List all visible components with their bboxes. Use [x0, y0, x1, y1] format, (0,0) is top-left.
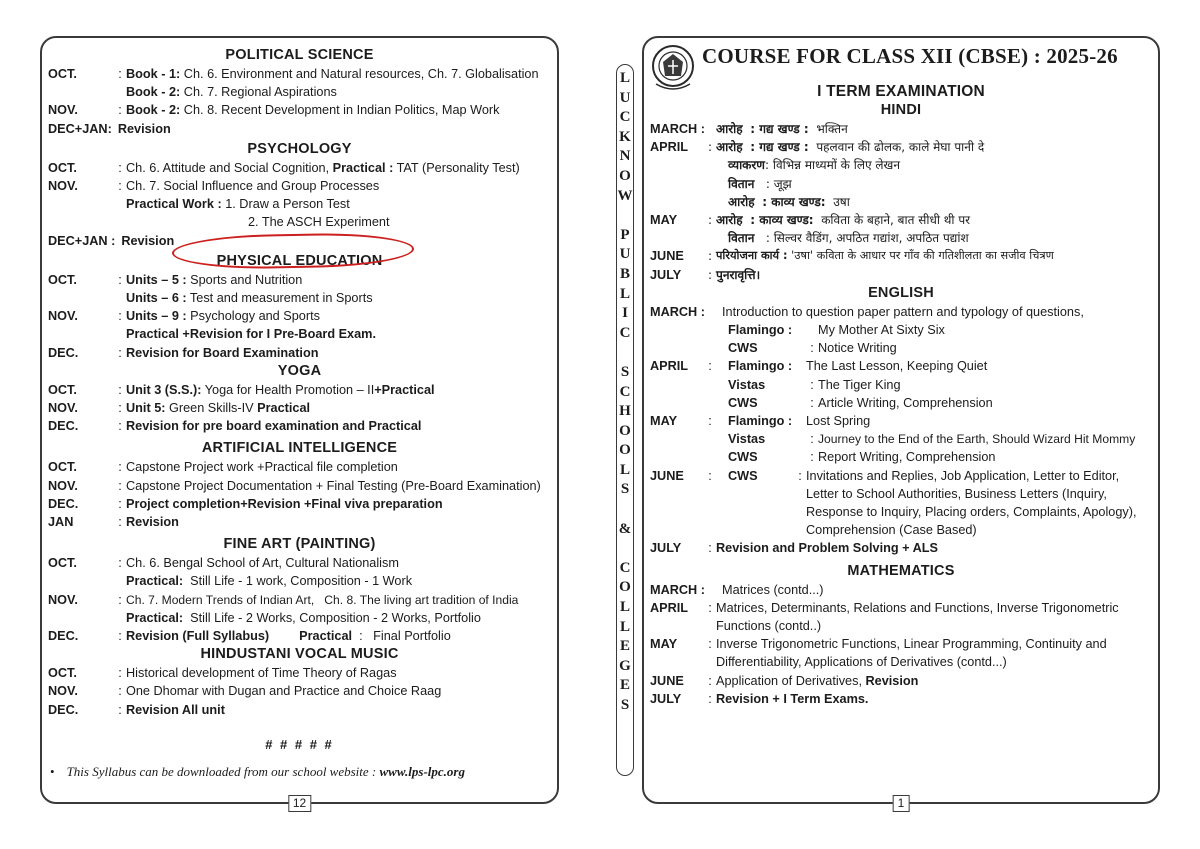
vertical-letter: O — [619, 442, 631, 459]
vertical-letter: N — [619, 148, 631, 165]
vertical-letter: E — [619, 638, 630, 655]
list-item: NOV. : Ch. 7. Modern Trends of Indian Art, Ch. 8. The living art tradition of India — [48, 592, 519, 607]
list-item: Units – 6 : Test and measurement in Sports — [126, 291, 373, 306]
vertical-school-name — [616, 64, 634, 776]
list-item: NOV. : Capstone Project Documentation + Final Testing (Pre-Board Examination) — [48, 478, 541, 493]
list-item: DEC. : Project completion+Revision +Final viva preparation — [48, 496, 443, 511]
list-item: NOV. : Book - 2: Ch. 8. Recent Development in Indian Politics, Map Work — [48, 103, 500, 118]
list-item: JAN : Revision — [48, 515, 179, 530]
section-title-hindustani-vocal-music: HINDUSTANI VOCAL MUSIC — [200, 646, 399, 663]
vertical-letter: P — [620, 226, 630, 243]
list-item: DEC. : Revision for pre board examination and Practical — [48, 419, 422, 434]
list-item: NOV. : Unit 5: Green Skills-IV Practical — [48, 401, 311, 416]
section-title-english: ENGLISH — [868, 284, 934, 301]
list-item: CWS : Report Writing, Comprehension — [728, 450, 996, 465]
list-item: वितान : जूझ — [728, 176, 792, 191]
vertical-letter: S — [620, 363, 630, 380]
vertical-letter: L — [619, 599, 630, 616]
right-page — [642, 36, 1160, 810]
list-item: APRIL : Matrices, Determinants, Relations and Functions, Inverse Trigonometric Functions (contd..) — [650, 600, 1119, 634]
list-item: DEC. : Revision for Board Examination — [48, 345, 319, 360]
download-note: • This Syllabus can be downloaded from our school website : www.lps-lpc.org — [50, 763, 465, 779]
list-item: NOV. : One Dhomar with Dugan and Practice and Choice Raag — [48, 684, 442, 699]
list-item: वितान : सिल्वर वैडिंग, अपठित गद्यांश, अपठित पद्यांश — [728, 231, 969, 246]
list-item: Vistas : Journey to the End of the Earth, Should Wizard Hit Mommy — [728, 432, 1136, 447]
term-title: I TERM EXAMINATION — [817, 83, 985, 100]
list-item: Vistas : The Tiger King — [728, 377, 901, 392]
list-item: MARCH : Introduction to question paper pattern and typology of questions, — [650, 304, 1084, 319]
vertical-letter: U — [619, 89, 631, 106]
page-number: 12 — [288, 795, 311, 812]
list-item: OCT. : Capstone Project work +Practical file completion — [48, 460, 398, 475]
vertical-letter: L — [619, 461, 630, 478]
list-item: Practical Work : 1. Draw a Person Test — [126, 197, 350, 212]
course-title: COURSE FOR CLASS XII (CBSE) : 2025-26 — [702, 44, 1118, 68]
list-item: MAY : Inverse Trigonometric Functions, Linear Programming, Continuity and Differentiability, Applications of Derivatives (contd...) — [650, 637, 1107, 670]
vertical-letter: L — [619, 285, 630, 302]
end-marker: # # # # # — [265, 736, 334, 752]
vertical-letter: I — [622, 305, 628, 322]
vertical-letter: C — [619, 109, 631, 126]
list-item: DEC. : Revision All unit — [48, 702, 225, 717]
vertical-letter: O — [619, 422, 631, 439]
list-item: MAY : Flamingo : Lost Spring — [650, 414, 871, 429]
list-item: MARCH : आरोह : गद्य खण्ड : भक्तिन — [650, 122, 848, 136]
list-item: NOV. : Ch. 7. Social Influence and Group Processes — [48, 179, 380, 194]
month-label: OCT. — [48, 67, 77, 81]
list-item: JULY : Revision + I Term Exams. — [650, 691, 869, 706]
list-item: 2. The ASCH Experiment — [248, 215, 390, 230]
list-item: DEC+JAN : Revision — [48, 233, 175, 248]
list-item: MARCH : Matrices (contd...) — [650, 582, 824, 597]
vertical-letter: L — [619, 618, 630, 635]
vertical-letter: & — [618, 520, 632, 537]
vertical-letter: K — [619, 128, 631, 145]
vertical-letter: C — [619, 324, 631, 341]
vertical-letter: E — [619, 677, 630, 694]
list-item: DEC+JAN: Revision — [48, 121, 171, 136]
list-item: Flamingo : My Mother At Sixty Six — [728, 323, 945, 338]
vertical-letter: L — [619, 70, 630, 86]
list-item: Book - 2: Ch. 7. Regional Aspirations — [126, 85, 337, 100]
vertical-letter: C — [619, 383, 631, 400]
vertical-letter: H — [619, 403, 631, 420]
section-title-physical-education: PHYSICAL EDUCATION — [216, 252, 383, 269]
left-page-content — [42, 46, 557, 780]
list-item: CWS : Notice Writing — [728, 341, 897, 356]
list-item: APRIL : Flamingo : The Last Lesson, Keeping Quiet — [650, 359, 988, 374]
page-number: 1 — [893, 795, 910, 812]
list-item: JULY : पुनरावृत्ति। — [650, 267, 761, 282]
section-title-mathematics: MATHEMATICS — [847, 562, 955, 579]
right-page-content — [644, 82, 1158, 708]
vertical-letter: U — [619, 246, 631, 263]
list-item: OCT. : Ch. 6. Bengal School of Art, Cultural Nationalism — [48, 556, 399, 571]
list-item: NOV. : Units – 9 : Psychology and Sports — [48, 309, 320, 324]
vertical-letter: B — [619, 265, 630, 282]
vertical-letter: S — [620, 481, 630, 498]
list-item: JUNE : CWS : Invitations and Replies, Job Application, Letter to Editor, Letter to School Authorities, Business Letters (Inquiry, Response to Inquiry, Placing orders, Complaints, Apology), Comprehension (Case Based) — [650, 468, 1137, 538]
list-item: OCT. : Historical development of Time Theory of Ragas — [48, 666, 397, 681]
list-item: JULY : Revision and Problem Solving + ALS — [650, 541, 938, 556]
vertical-letter: S — [620, 697, 630, 713]
section-title-psychology: PSYCHOLOGY — [247, 140, 352, 157]
section-title-political-science: POLITICAL SCIENCE — [225, 47, 374, 63]
left-page — [40, 36, 559, 810]
list-item: OCT. : Units – 5 : Sports and Nutrition — [48, 272, 303, 287]
list-item: व्याकरण: विभिन्न माध्यमों के लिए लेखन — [728, 158, 901, 173]
list-item: आरोह : काव्य खण्ड: उषा — [728, 194, 850, 209]
list-item: JUNE : Application of Derivatives, Revision — [650, 673, 919, 688]
section-title-hindi: HINDI — [880, 102, 922, 118]
section-title-artificial-intelligence: ARTIFICIAL INTELLIGENCE — [201, 440, 398, 457]
website-link[interactable]: www.lps-lpc.org — [379, 763, 465, 779]
vertical-letter: O — [619, 167, 631, 184]
list-item: OCT. : Ch. 6. Attitude and Social Cognition, Practical : TAT (Personality Test) — [48, 160, 520, 175]
list-item: DEC. : Revision (Full Syllabus) Practical : Final Portfolio — [48, 629, 451, 644]
list-item: OCT. : Unit 3 (S.S.): Yoga for Health Promotion – II+Practical — [48, 382, 435, 397]
vertical-letter: G — [619, 657, 631, 674]
vertical-letter: W — [617, 187, 633, 204]
list-item: Practical: Still Life - 2 Works, Composition - 2 Works, Portfolio — [126, 610, 481, 625]
list-item: Practical +Revision for I Pre-Board Exam. — [126, 327, 376, 342]
list-item: MAY : आरोह : काव्य खण्ड: कविता के बहाने, बात सीधी थी पर — [650, 213, 971, 228]
list-item: APRIL : आरोह : गद्य खण्ड : पहलवान की ढोलक, काले मेघा पानी दे — [650, 140, 985, 155]
list-item: JUNE : परियोजना कार्य : 'उषा' कविता के आधार पर गाँव की गतिशीलता का सजीव चित्रण — [650, 249, 1054, 264]
list-item: OCT. : Book - 1: Ch. 6. Environment and Natural resources, Ch. 7. Globalisation — [48, 65, 551, 83]
section-title-fine-art: FINE ART (PAINTING) — [223, 536, 376, 553]
vertical-letter: O — [619, 579, 631, 596]
vertical-letter: C — [619, 559, 631, 576]
section-title-yoga: YOGA — [277, 362, 322, 379]
list-item: Practical: Still Life - 1 work, Composition - 1 Work — [126, 574, 413, 589]
list-item: CWS : Article Writing, Comprehension — [728, 395, 993, 410]
